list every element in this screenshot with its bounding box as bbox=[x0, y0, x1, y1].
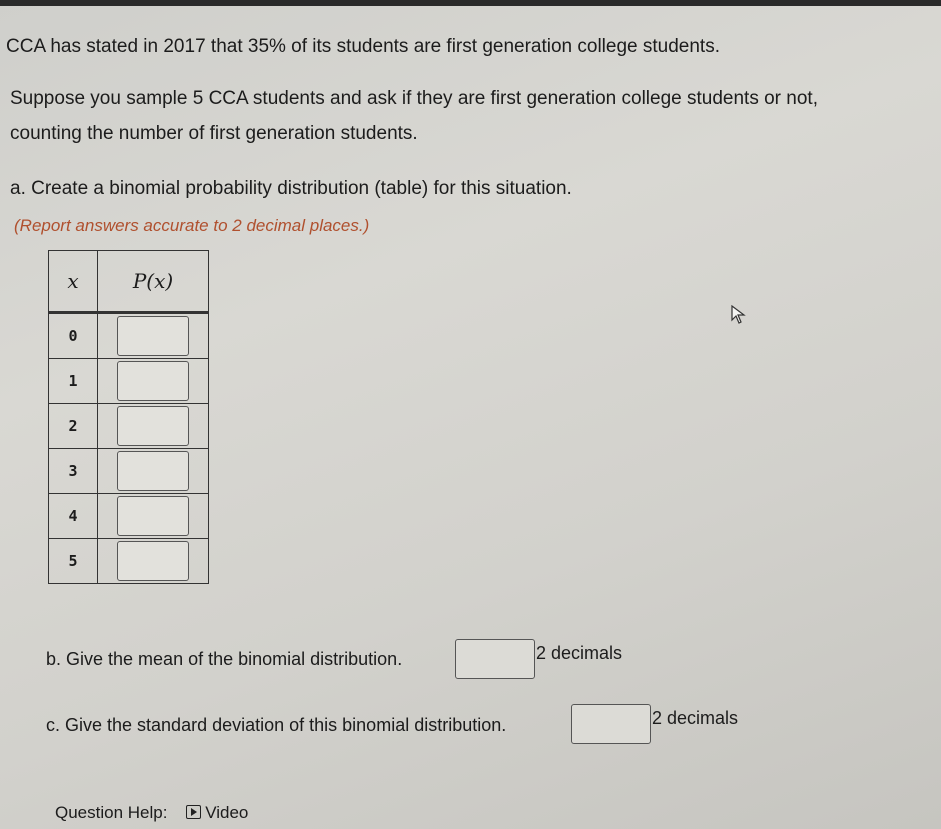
question-help-label: Question Help: bbox=[55, 803, 168, 822]
table-row bbox=[49, 449, 209, 494]
table-row bbox=[49, 404, 209, 449]
precision-hint: (Report answers accurate to 2 decimal places.) bbox=[14, 216, 370, 235]
px-input-4[interactable] bbox=[117, 496, 189, 536]
column-header-px: P(x) bbox=[98, 251, 209, 313]
x-value: 5 bbox=[49, 539, 98, 584]
x-value: 1 bbox=[49, 359, 98, 404]
column-header-x: x bbox=[49, 251, 98, 313]
px-input-0[interactable] bbox=[117, 316, 189, 356]
px-input-1[interactable] bbox=[117, 361, 189, 401]
question-help bbox=[55, 803, 248, 823]
top-edge bbox=[0, 0, 941, 6]
x-value: 0 bbox=[49, 313, 98, 359]
table-row bbox=[49, 494, 209, 539]
table-row bbox=[49, 539, 209, 584]
x-value: 4 bbox=[49, 494, 98, 539]
problem-line-2: Suppose you sample 5 CCA students and ask if they are first generation college students or not, bbox=[10, 88, 818, 109]
x-value: 2 bbox=[49, 404, 98, 449]
px-input-5[interactable] bbox=[117, 541, 189, 581]
part-b-prompt: b. Give the mean of the binomial distribution. bbox=[46, 649, 403, 669]
std-dev-input[interactable] bbox=[571, 704, 651, 744]
part-a-prompt: a. Create a binomial probability distribution (table) for this situation. bbox=[10, 178, 572, 199]
distribution-table bbox=[48, 250, 209, 584]
mean-input[interactable] bbox=[455, 639, 535, 679]
video-link[interactable]: Video bbox=[205, 803, 249, 822]
table-row bbox=[49, 313, 209, 359]
mouse-pointer-icon bbox=[730, 305, 748, 325]
mean-precision-note: 2 decimals bbox=[536, 643, 623, 663]
px-input-2[interactable] bbox=[117, 406, 189, 446]
x-value: 3 bbox=[49, 449, 98, 494]
px-input-3[interactable] bbox=[117, 451, 189, 491]
problem-line-1: CCA has stated in 2017 that 35% of its students are first generation college students. bbox=[6, 36, 720, 57]
part-c-prompt: c. Give the standard deviation of this binomial distribution. bbox=[46, 715, 507, 735]
problem-line-3: counting the number of first generation students. bbox=[10, 123, 418, 144]
video-icon[interactable] bbox=[186, 805, 201, 819]
table-header-row bbox=[49, 251, 209, 313]
std-dev-precision-note: 2 decimals bbox=[652, 708, 739, 728]
table-row bbox=[49, 359, 209, 404]
